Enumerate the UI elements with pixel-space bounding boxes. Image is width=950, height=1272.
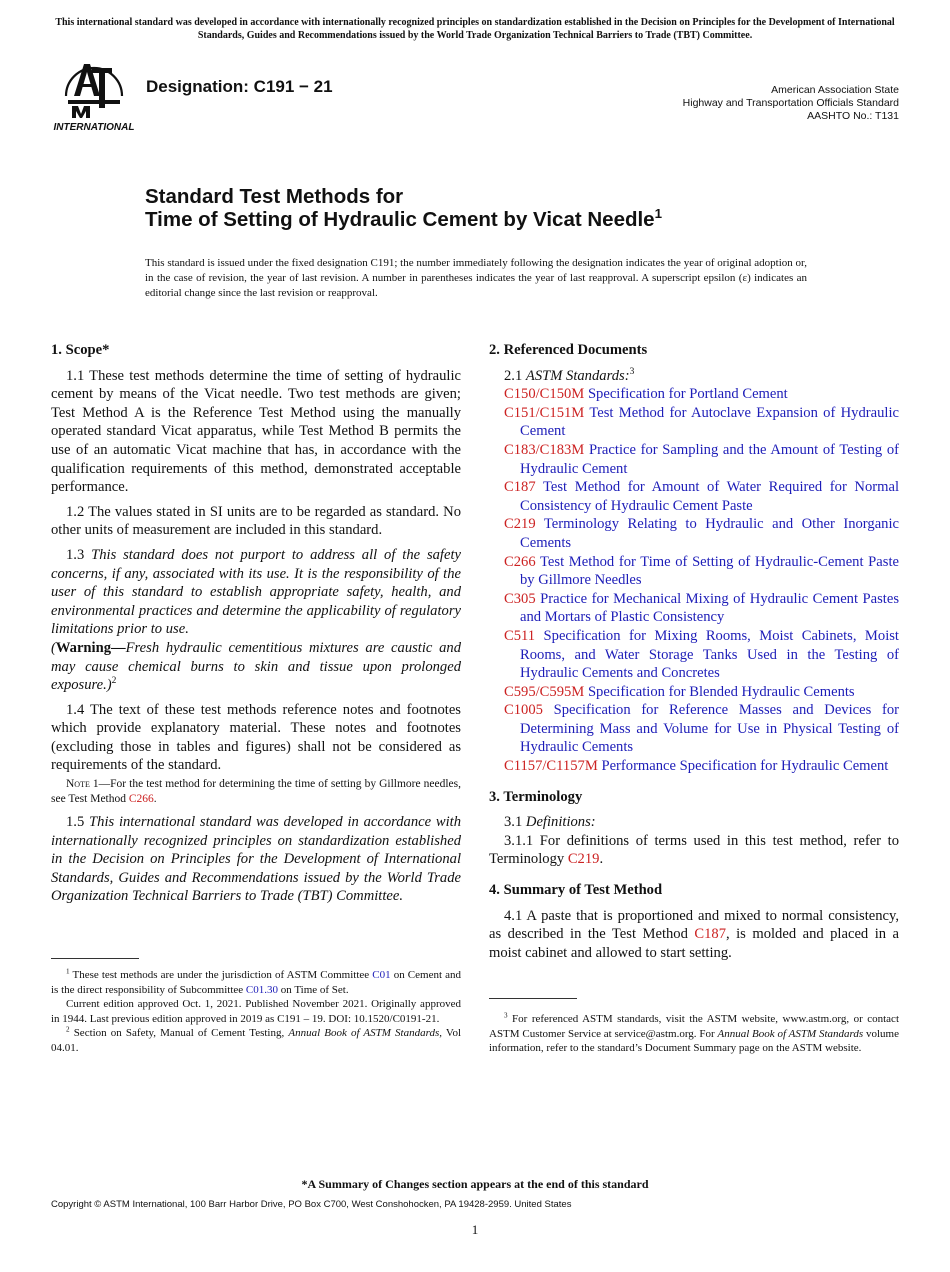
page-number: 1 [471,1222,479,1237]
referenced-item [489,553,899,590]
link-c219[interactable]: C219 [567,851,600,868]
referenced-item [489,385,899,404]
reference-title-link[interactable]: Terminology Relating to Hydraulic and Other Inorganic Cements [520,516,899,551]
aashto-block [683,84,899,123]
note-1-text: 1—For the test method for determining the time of setting by Gillmore needles, see Test Method [51,778,461,806]
referenced-item [489,441,899,478]
footnote-1-text-b: on Cement and is the direct responsibility of Subcommittee [51,969,461,996]
footnote-1-edition: Current edition approved Oct. 1, 2021. Published November 2021. Originally approved in 1944. Last previous edition approved in 2019 as C191 – 19. DOI: 10.1520/C0191-21. [51,998,461,1025]
para-2-1-label: ASTM Standards: [525,367,630,384]
footnotes-right [489,1012,899,1056]
footnote-mark-3: 3 [629,366,635,377]
footnote-1-num: 1 [66,967,70,976]
note-1 [51,777,461,807]
footnote-3-text-a: For referenced ASTM standards, visit the ASTM website, www.astm.org, or contact ASTM Customer Service at service@astm.org. For [489,1013,899,1040]
link-c187[interactable]: C187 [694,926,726,943]
referenced-item [489,478,899,515]
section-heading-referenced: 2. Referenced Documents [489,342,648,358]
top-notice: This international standard was developed in accordance with internationally recognized principles on standardization established in the Decision on Principles for the Development of International Standards, Guides and Recommendations issued by the World Trade Organization Technical Barriers to Trade (TBT) Committee. [55,17,895,41]
para-1-2: 1.2 The values stated in SI units are to be regarded as standard. No other units of measurement are included in this standard. [51,503,461,539]
section-heading-terminology: 3. Terminology [489,788,583,805]
reference-code-link[interactable]: C219 [504,516,536,533]
warning-label: Warning— [55,639,126,656]
title-line-2-text: Time of Setting of Hydraulic Cement by Vicat Needle [145,208,655,231]
footnote-3-italic: Annual Book of ASTM Standards [717,1027,864,1040]
astm-logo [52,56,136,132]
warning-open: ( [51,639,56,656]
para-1-3-text: This standard does not purport to address all of the safety concerns, if any, associated with its use. It is the responsibility of the user of this standard to establish appropriate safety, health, and environmental practices and determine the applicability of regulatory limitations prior to use. [51,546,461,638]
document-title [145,185,662,231]
referenced-item [489,683,899,702]
reference-code-link[interactable]: C511 [504,627,536,644]
title-footnote-mark: 1 [654,206,662,222]
footnote-1 [51,968,461,997]
para-1-1: 1.1 These test methods determine the time of setting of hydraulic cement by means of the Vicat needle. Two test methods are given; Test Method A is the Reference Test Method using the manually operated standard Vicat apparatus, while Test Method B permits the use of an automatic Vicat machine that has, in accordance with the qualification requirements of this method, demonstrated acceptable performance. [51,367,461,496]
reference-title-link[interactable]: Specification for Mixing Rooms, Moist Cabinets, Moist Rooms, and Water Storage Tanks Used in the Testing of Hydraulic Cements and Concretes [520,627,899,682]
para-3-1-num: 3.1 [504,814,523,831]
footnote-rule-left [51,958,139,959]
reference-code-link[interactable]: C187 [504,479,536,496]
footnote-1-text-c: on Time of Set. [278,983,349,996]
link-c266[interactable]: C266 [128,793,154,806]
intro-paragraph: This standard is issued under the fixed designation C191; the number immediately following the designation indicates the year of original adoption or, in the case of revision, the year of last revision. A number in parentheses indicates the year of last reapproval. A superscript epsilon (ε) indicates an editorial change since the last revision or reapproval. [145,257,807,299]
referenced-item [489,404,899,441]
footnote-2-num: 2 [66,1025,70,1034]
para-1-3 [51,546,461,695]
footnote-3-text-b: volume information, refer to the standard’s Document Summary page on the ASTM website. [489,1027,899,1054]
reference-code-link[interactable]: C595/C595M [504,683,585,700]
para-1-4: 1.4 The text of these test methods reference notes and footnotes which provide explanatory material. These notes and footnotes (excluding those in tables and figures) shall not be considered as requirements of the standard. [51,701,461,774]
footnote-2-italic: Annual Book of ASTM Standards, [288,1027,442,1039]
footnote-1-text-a: These test methods are under the jurisdiction of ASTM Committee [69,969,373,981]
reference-title-link[interactable]: Test Method for Amount of Water Required for Normal Consistency of Hydraulic Cement Paste [520,479,900,514]
para-3-1-label: Definitions: [525,814,596,831]
referenced-item [489,757,899,776]
reference-title-link[interactable]: Performance Specification for Hydraulic Cement [601,758,889,775]
section-heading-scope: 1. Scope* [51,342,110,358]
footnote-mark-2: 2 [111,676,117,687]
referenced-list [489,385,899,775]
para-2-1-num: 2.1 [504,367,523,384]
footnote-rule-right [489,998,577,999]
reference-code-link[interactable]: C150/C150M [504,386,585,403]
reference-title-link[interactable]: Practice for Mechanical Mixing of Hydraulic Cement Pastes and Mortars of Plastic Consistency [520,590,899,626]
reference-title-link[interactable]: Practice for Sampling and the Amount of Testing of Hydraulic Cement [520,441,899,477]
reference-code-link[interactable]: C183/C183M [504,441,585,458]
para-3-1-1-text: 3.1.1 For definitions of terms used in this test method, refer to Terminology [489,832,899,868]
reference-title-link[interactable]: Specification for Blended Hydraulic Cements [587,683,855,700]
para-2-1 [489,367,899,386]
footnote-2-text-a: Section on Safety, Manual of Cement Testing, [69,1027,289,1039]
para-4-1-text-a: 4.1 A paste that is proportioned and mixed to normal consistency, as described in the Test Method [489,907,899,943]
note-1-end: . [153,793,157,806]
aashto-line-1: American Association State [771,84,899,96]
para-1-5 [51,813,461,906]
reference-title-link[interactable]: Test Method for Time of Setting of Hydraulic-Cement Paste by Gillmore Needles [520,553,899,589]
title-line-2 [145,208,662,231]
designation: Designation: C191 − 21 [146,77,333,96]
aashto-line-2: Highway and Transportation Officials Standard [682,97,899,109]
referenced-item [489,627,899,683]
summary-of-changes-note: *A Summary of Changes section appears at the end of this standard [301,1177,649,1191]
footnote-3 [489,1012,899,1056]
footnote-3-num: 3 [504,1011,508,1020]
referenced-item [489,590,899,627]
para-1-5-text: This international standard was developed in accordance with internationally recognized principles on standardization established in the Decision on Principles for the Development of International Standards, Guides and Recommendations issued by the World Trade Organization Technical Barriers to Trade (TBT) Committee. [51,814,462,905]
footnotes-left [51,968,461,1055]
logo-text: INTERNATIONAL [53,122,135,132]
para-4-1 [489,907,899,963]
right-column [489,341,899,968]
para-3-1 [489,813,899,832]
section-heading-summary: 4. Summary of Test Method [489,882,663,899]
left-column [51,341,461,912]
reference-code-link[interactable]: C151/C151M [504,404,585,421]
link-c01-30[interactable]: C01.30 [245,983,279,996]
reference-code-link[interactable]: C1005 [504,702,543,719]
title-line-1: Standard Test Methods for [145,185,404,208]
para-3-1-1 [489,832,899,869]
reference-code-link[interactable]: C1157/C1157M [504,758,598,775]
referenced-item [489,701,899,757]
referenced-item [489,515,899,552]
note-label: Note [66,778,90,791]
copyright: Copyright © ASTM International, 100 Barr Harbor Drive, PO Box C700, West Conshohocken, PA 19428-2959. United States [51,1199,572,1210]
para-3-1-1-end: . [599,851,604,868]
reference-title-link[interactable]: Specification for Portland Cement [587,386,788,403]
warning-text: Fresh hydraulic cementitious mixtures are caustic and may cause chemical burns to skin and tissue upon prolonged exposure.) [51,639,461,694]
reference-title-link[interactable]: Test Method for Autoclave Expansion of Hydraulic Cement [520,404,899,440]
link-c01[interactable]: C01 [372,969,391,981]
aashto-line-3: AASHTO No.: T131 [807,110,899,122]
reference-code-link[interactable]: C266 [504,553,536,570]
footnote-2 [51,1026,461,1055]
footnote-2-text-b: Vol 04.01. [51,1027,461,1054]
reference-title-link[interactable]: Specification for Reference Masses and Devices for Determining Mass and Volume for Use in Physical Testing of Hydraulic Cements [520,702,899,756]
reference-code-link[interactable]: C305 [504,590,536,607]
para-1-5-num: 1.5 [66,814,85,831]
para-1-3-num: 1.3 [66,546,85,563]
para-4-1-text-b: , is molded and placed in a moist cabinet and allowed to start setting. [489,926,900,961]
